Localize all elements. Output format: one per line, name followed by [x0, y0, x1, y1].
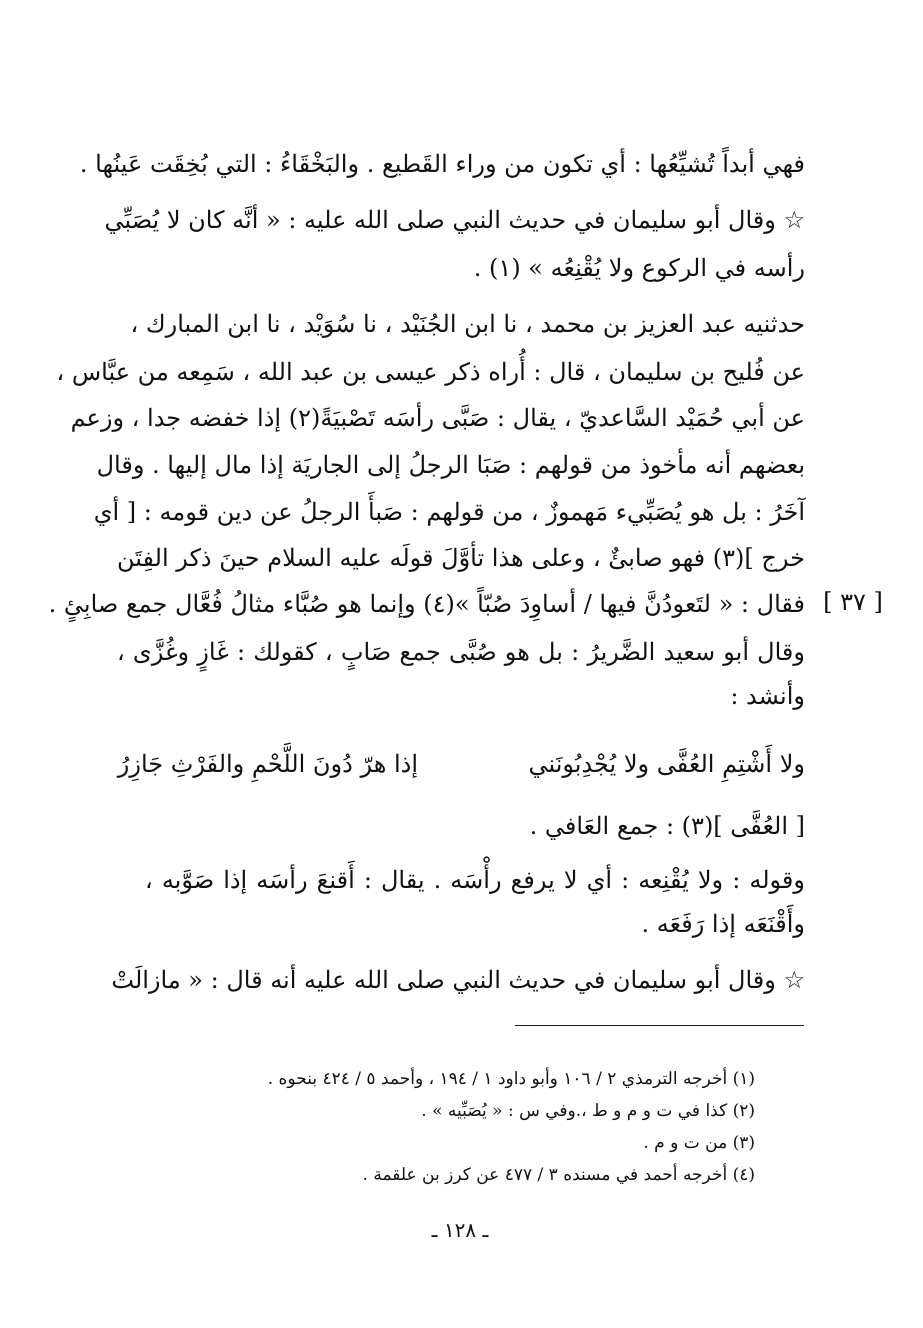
- text-line-3: رأسه في الركوع ولا يُقْنِعُه » (١) .: [473, 254, 805, 282]
- verse-second-hemistich: إذا هرّ دُونَ اللَّحْمِ والفَرْثِ جَازِرُ: [117, 750, 418, 778]
- text-line-9: خرج ](٣) فهو صابئٌ ، وعلى هذا تأوَّلَ قولَه عليه السلام حينَ ذكر الفِتَن: [117, 544, 805, 572]
- margin-page-marker: [ ٣٧ ]: [823, 588, 883, 616]
- text-line-8: آخَرُ : بل هو يُصَبِّيء مَهموزٌ ، من قولهم : صَبأَ الرجلُ عن دين قومه : [ أي: [93, 498, 805, 526]
- page-number: ـ ١٢٨ ـ: [431, 1218, 489, 1242]
- text-line-13: [ العُفَّى ](٣) : جمع العَافي .: [529, 812, 805, 840]
- text-line-5: عن فُليح بن سليمان ، قال : أُراه ذكر عيسى بن عبد الله ، سَمِعه من عبَّاس ،: [56, 358, 805, 386]
- text-line-1: فهي أبداً تُشيِّعُها : أي تكون من وراء القَطيع . والبَخْقَاءُ : التي بُخِقَت عَينُها .: [79, 150, 805, 178]
- verse-first-hemistich: ولا أَشْتِمِ العُفَّى ولا يُجْدِبُونَني: [528, 750, 805, 778]
- text-line-14: وقوله : ولا يُقْنِعه : أي لا يرفع رأْسَه . يقال : أَقنعَ رأسَه إذا صَوَّبه ،: [145, 866, 805, 894]
- text-line-6: عن أبي حُمَيْد السَّاعديّ ، يقال : صَبَّى رأسَه تَصْبيَةً(٢) إذا خفضه جدا ، وزعم: [70, 404, 805, 432]
- footnote-1: (١) أخرجه الترمذي ٢ / ١٠٦ وأبو داود ١ / ١٩٤ ، وأحمد ٥ / ٤٢٤ بنحوه .: [267, 1069, 755, 1089]
- footnote-3: (٣) من ت و م .: [643, 1133, 755, 1153]
- text-line-12: وأنشد :: [730, 682, 805, 710]
- text-line-16: ☆ وقال أبو سليمان في حديث النبي صلى الله عليه أنه قال : « مازالَتْ: [111, 966, 805, 994]
- footnote-2: (٢) كذا في ت و م و ط ،.وفي س : « يُصَبِّيه » .: [421, 1101, 755, 1121]
- text-line-2: ☆ وقال أبو سليمان في حديث النبي صلى الله عليه : « أنَّه كان لا يُصَبِّي: [104, 206, 805, 234]
- text-line-11: وقال أبو سعيد الضَّريرُ : بل هو صُبَّى جمع صَابٍ ، كقولك : غَازٍ وغُزَّى ،: [117, 638, 805, 666]
- text-line-10: فقال : « لتَعودُنَّ فيها / أساوِدَ صُبّاً »(٤) وإنما هو صُبَّاء مثالُ فُعَّال جمع صابِئٍ .: [48, 590, 805, 618]
- text-line-7: بعضهم أنه مأخوذ من قولهم : صَبَا الرجلُ إلى الجاريَة إذا مال إليها . وقال: [96, 451, 805, 479]
- footnote-separator: [515, 1025, 804, 1026]
- footnote-4: (٤) أخرجه أحمد في مسنده ٣ / ٤٧٧ عن كرز بن علقمة .: [362, 1165, 755, 1185]
- text-line-15: وأَقْنَعَه إذا رَفَعَه .: [641, 910, 805, 938]
- text-line-4: حدثنيه عبد العزيز بن محمد ، نا ابن الجُنَيْد ، نا سُوَيْد ، نا ابن المبارك ،: [130, 310, 805, 338]
